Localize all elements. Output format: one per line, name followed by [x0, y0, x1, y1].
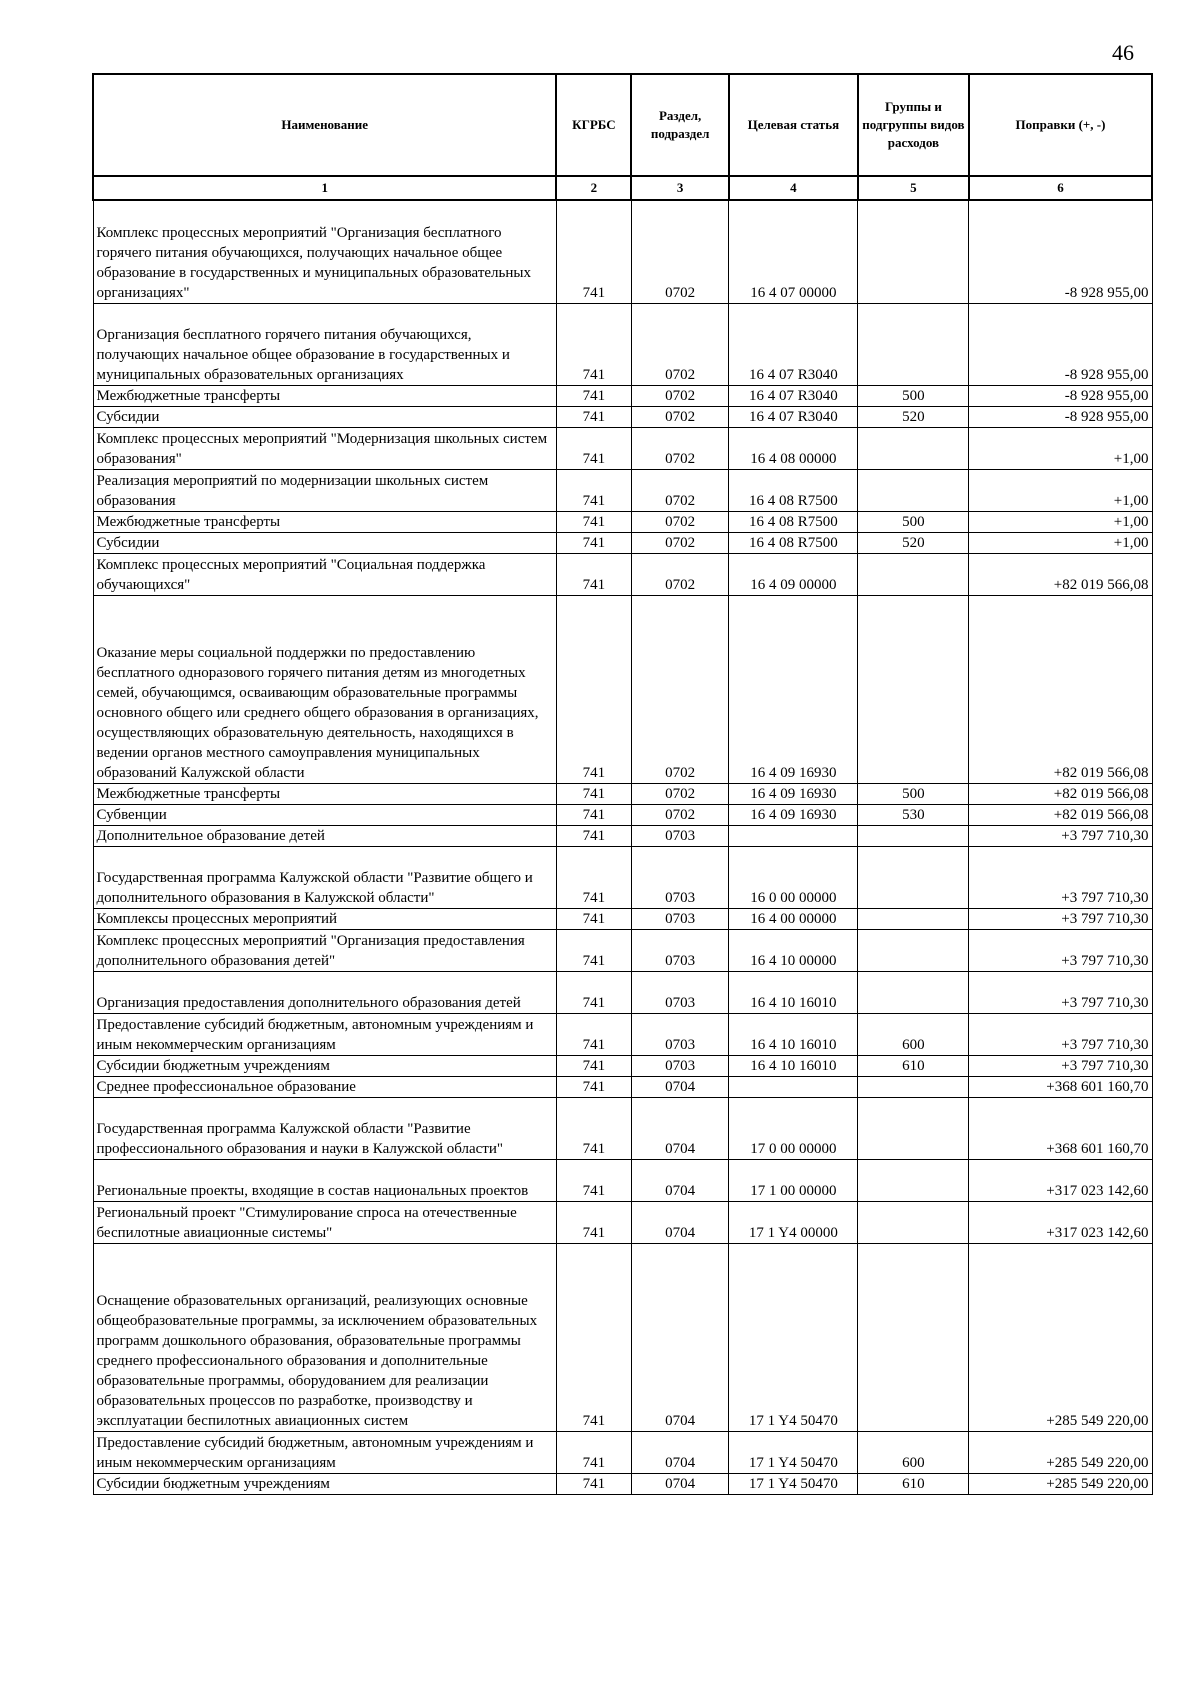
row-amount-cell: +285 549 220,00 [969, 1432, 1152, 1474]
row-section-cell: 0702 [631, 554, 728, 596]
row-name-cell: Региональный проект "Стимулирование спроса на отечественные беспилотные авиационные системы" [93, 1202, 556, 1244]
row-group-cell [858, 909, 969, 930]
row-kgrbs-cell: 741 [556, 200, 631, 304]
row-section-cell: 0704 [631, 1244, 728, 1432]
row-kgrbs-cell: 741 [556, 1202, 631, 1244]
row-section-cell: 0702 [631, 784, 728, 805]
header-name: Наименование [93, 74, 556, 176]
row-section-cell: 0703 [631, 972, 728, 1014]
table-row [93, 930, 1152, 972]
table-row [93, 972, 1152, 1014]
row-group-cell [858, 1160, 969, 1202]
row-target-cell: 16 4 08 00000 [729, 428, 858, 470]
row-amount-cell: +1,00 [969, 533, 1152, 554]
row-group-cell [858, 304, 969, 386]
table-row [93, 909, 1152, 930]
row-name-cell: Реализация мероприятий по модернизации школьных систем образования [93, 470, 556, 512]
row-kgrbs-cell: 741 [556, 386, 631, 407]
table-row [93, 1160, 1152, 1202]
table-row [93, 826, 1152, 847]
row-group-cell [858, 847, 969, 909]
row-kgrbs-cell: 741 [556, 554, 631, 596]
row-name-cell: Субсидии [93, 533, 556, 554]
row-section-cell: 0703 [631, 847, 728, 909]
row-kgrbs-cell: 741 [556, 1098, 631, 1160]
row-amount-cell: +82 019 566,08 [969, 596, 1152, 784]
row-kgrbs-cell: 741 [556, 533, 631, 554]
budget-amendments-table [92, 73, 1153, 1495]
row-amount-cell: -8 928 955,00 [969, 200, 1152, 304]
row-amount-cell: +285 549 220,00 [969, 1474, 1152, 1495]
row-kgrbs-cell: 741 [556, 784, 631, 805]
row-group-cell: 610 [858, 1474, 969, 1495]
row-group-cell: 520 [858, 407, 969, 428]
row-section-cell: 0702 [631, 200, 728, 304]
row-kgrbs-cell: 741 [556, 972, 631, 1014]
row-amount-cell: +3 797 710,30 [969, 1056, 1152, 1077]
table-row [93, 512, 1152, 533]
row-section-cell: 0704 [631, 1077, 728, 1098]
row-group-cell [858, 200, 969, 304]
row-amount-cell: +317 023 142,60 [969, 1160, 1152, 1202]
row-kgrbs-cell: 741 [556, 1077, 631, 1098]
column-number: 3 [631, 176, 728, 200]
row-target-cell: 16 4 00 00000 [729, 909, 858, 930]
row-amount-cell: +3 797 710,30 [969, 930, 1152, 972]
row-kgrbs-cell: 741 [556, 1474, 631, 1495]
row-kgrbs-cell: 741 [556, 512, 631, 533]
row-amount-cell: +82 019 566,08 [969, 805, 1152, 826]
row-kgrbs-cell: 741 [556, 1160, 631, 1202]
table-row [93, 784, 1152, 805]
row-target-cell: 16 4 10 00000 [729, 930, 858, 972]
row-group-cell: 500 [858, 784, 969, 805]
row-section-cell: 0702 [631, 596, 728, 784]
page-number: 46 [1112, 40, 1134, 65]
row-group-cell: 600 [858, 1432, 969, 1474]
row-target-cell: 16 4 09 16930 [729, 596, 858, 784]
column-number: 5 [858, 176, 969, 200]
row-target-cell: 17 1 Y4 50470 [729, 1474, 858, 1495]
row-section-cell: 0704 [631, 1160, 728, 1202]
row-kgrbs-cell: 741 [556, 407, 631, 428]
table-row [93, 407, 1152, 428]
row-target-cell: 16 4 09 16930 [729, 805, 858, 826]
row-group-cell [858, 1244, 969, 1432]
row-amount-cell: +285 549 220,00 [969, 1244, 1152, 1432]
table-row [93, 805, 1152, 826]
column-number: 2 [556, 176, 631, 200]
row-amount-cell: +82 019 566,08 [969, 784, 1152, 805]
row-section-cell: 0702 [631, 407, 728, 428]
row-group-cell: 500 [858, 386, 969, 407]
header-amendments: Поправки (+, -) [969, 74, 1152, 176]
row-section-cell: 0702 [631, 386, 728, 407]
row-target-cell: 16 4 07 R3040 [729, 407, 858, 428]
row-name-cell: Организация предоставления дополнительного образования детей [93, 972, 556, 1014]
row-amount-cell: +368 601 160,70 [969, 1098, 1152, 1160]
row-kgrbs-cell: 741 [556, 1244, 631, 1432]
row-group-cell: 500 [858, 512, 969, 533]
row-target-cell: 16 0 00 00000 [729, 847, 858, 909]
row-amount-cell: +1,00 [969, 470, 1152, 512]
table-row [93, 1077, 1152, 1098]
row-name-cell: Межбюджетные трансферты [93, 784, 556, 805]
row-name-cell: Предоставление субсидий бюджетным, автономным учреждениям и иным некоммерческим организациям [93, 1014, 556, 1056]
row-group-cell [858, 596, 969, 784]
column-number: 4 [729, 176, 858, 200]
row-target-cell: 16 4 07 R3040 [729, 386, 858, 407]
row-section-cell: 0704 [631, 1432, 728, 1474]
row-target-cell [729, 1077, 858, 1098]
row-section-cell: 0703 [631, 826, 728, 847]
row-group-cell [858, 428, 969, 470]
table-row [93, 200, 1152, 304]
row-kgrbs-cell: 741 [556, 1014, 631, 1056]
header-kgrbs: КГРБС [556, 74, 631, 176]
row-section-cell: 0704 [631, 1474, 728, 1495]
row-target-cell: 16 4 08 R7500 [729, 470, 858, 512]
row-target-cell [729, 826, 858, 847]
row-kgrbs-cell: 741 [556, 428, 631, 470]
row-target-cell: 16 4 10 16010 [729, 972, 858, 1014]
row-kgrbs-cell: 741 [556, 909, 631, 930]
row-name-cell: Комплекс процессных мероприятий "Организация бесплатного горячего питания обучающихся, получающих начальное общее образование в государственных и муниципальных образовательных организациях" [93, 200, 556, 304]
row-kgrbs-cell: 741 [556, 470, 631, 512]
row-name-cell: Субсидии бюджетным учреждениям [93, 1474, 556, 1495]
row-group-cell: 530 [858, 805, 969, 826]
row-amount-cell: +3 797 710,30 [969, 909, 1152, 930]
row-kgrbs-cell: 741 [556, 1432, 631, 1474]
row-section-cell: 0702 [631, 805, 728, 826]
row-group-cell [858, 1077, 969, 1098]
row-name-cell: Государственная программа Калужской области "Развитие общего и дополнительного образования в Калужской области" [93, 847, 556, 909]
table-row [93, 1056, 1152, 1077]
row-name-cell: Комплекс процессных мероприятий "Модернизация школьных систем образования" [93, 428, 556, 470]
row-kgrbs-cell: 741 [556, 847, 631, 909]
row-name-cell: Субсидии [93, 407, 556, 428]
table-header-row [93, 74, 1152, 176]
row-group-cell [858, 972, 969, 1014]
table-row [93, 304, 1152, 386]
row-amount-cell: +368 601 160,70 [969, 1077, 1152, 1098]
row-kgrbs-cell: 741 [556, 930, 631, 972]
header-groups: Группы и подгруппы видов расходов [858, 74, 969, 176]
row-target-cell: 16 4 10 16010 [729, 1056, 858, 1077]
column-number: 1 [93, 176, 556, 200]
row-target-cell: 17 0 00 00000 [729, 1098, 858, 1160]
header-target: Целевая статья [729, 74, 858, 176]
row-section-cell: 0702 [631, 304, 728, 386]
row-kgrbs-cell: 741 [556, 826, 631, 847]
table-row [93, 596, 1152, 784]
row-target-cell: 17 1 Y4 50470 [729, 1432, 858, 1474]
table-row [93, 1474, 1152, 1495]
table-row [93, 1202, 1152, 1244]
table-body [93, 200, 1152, 1495]
row-name-cell: Дополнительное образование детей [93, 826, 556, 847]
row-group-cell [858, 554, 969, 596]
row-target-cell: 16 4 09 00000 [729, 554, 858, 596]
row-group-cell: 600 [858, 1014, 969, 1056]
table-row [93, 533, 1152, 554]
row-section-cell: 0703 [631, 909, 728, 930]
row-name-cell: Субвенции [93, 805, 556, 826]
row-section-cell: 0704 [631, 1202, 728, 1244]
row-amount-cell: -8 928 955,00 [969, 304, 1152, 386]
row-name-cell: Государственная программа Калужской области "Развитие профессионального образования и науки в Калужской области" [93, 1098, 556, 1160]
table-row [93, 1432, 1152, 1474]
row-amount-cell: -8 928 955,00 [969, 407, 1152, 428]
row-kgrbs-cell: 741 [556, 1056, 631, 1077]
row-group-cell [858, 1202, 969, 1244]
row-amount-cell: +1,00 [969, 512, 1152, 533]
header-section: Раздел, подраздел [631, 74, 728, 176]
row-name-cell: Организация бесплатного горячего питания обучающихся, получающих начальное общее образование в государственных и муниципальных образовательных организациях [93, 304, 556, 386]
row-section-cell: 0702 [631, 470, 728, 512]
row-target-cell: 16 4 09 16930 [729, 784, 858, 805]
row-target-cell: 17 1 Y4 00000 [729, 1202, 858, 1244]
row-kgrbs-cell: 741 [556, 596, 631, 784]
row-name-cell: Комплексы процессных мероприятий [93, 909, 556, 930]
row-amount-cell: +317 023 142,60 [969, 1202, 1152, 1244]
row-section-cell: 0702 [631, 512, 728, 533]
row-kgrbs-cell: 741 [556, 805, 631, 826]
row-section-cell: 0702 [631, 533, 728, 554]
table-row [93, 554, 1152, 596]
row-name-cell: Комплекс процессных мероприятий "Социальная поддержка обучающихся" [93, 554, 556, 596]
table-row [93, 386, 1152, 407]
row-section-cell: 0704 [631, 1098, 728, 1160]
row-target-cell: 16 4 08 R7500 [729, 533, 858, 554]
row-name-cell: Межбюджетные трансферты [93, 386, 556, 407]
row-name-cell: Региональные проекты, входящие в состав национальных проектов [93, 1160, 556, 1202]
row-name-cell: Оснащение образовательных организаций, реализующих основные общеобразовательные программы, за исключением образовательных программ дошкольного образования, образовательные программы среднего профессионального образования и дополнительные образовательные программы, оборудованием для реализации образовательных процессов по разработке, производству и эксплуатации беспилотных авиационных систем [93, 1244, 556, 1432]
row-amount-cell: +3 797 710,30 [969, 847, 1152, 909]
row-group-cell [858, 470, 969, 512]
table-row [93, 428, 1152, 470]
table-row [93, 1098, 1152, 1160]
row-section-cell: 0703 [631, 1056, 728, 1077]
row-amount-cell: +3 797 710,30 [969, 826, 1152, 847]
table-row [93, 470, 1152, 512]
table-column-numbers-row [93, 176, 1152, 200]
row-amount-cell: +1,00 [969, 428, 1152, 470]
row-target-cell: 16 4 07 R3040 [729, 304, 858, 386]
column-number: 6 [969, 176, 1152, 200]
row-amount-cell: +82 019 566,08 [969, 554, 1152, 596]
row-group-cell [858, 826, 969, 847]
row-name-cell: Комплекс процессных мероприятий "Организация предоставления дополнительного образования детей" [93, 930, 556, 972]
row-target-cell: 17 1 Y4 50470 [729, 1244, 858, 1432]
row-target-cell: 16 4 08 R7500 [729, 512, 858, 533]
row-group-cell [858, 1098, 969, 1160]
row-amount-cell: -8 928 955,00 [969, 386, 1152, 407]
row-name-cell: Предоставление субсидий бюджетным, автономным учреждениям и иным некоммерческим организациям [93, 1432, 556, 1474]
row-name-cell: Оказание меры социальной поддержки по предоставлению бесплатного одноразового горячего питания детям из многодетных семей, обучающимся, осваивающим образовательные программы основного общего или среднего общего образования в организациях, осуществляющих образовательную деятельность, находящихся в ведении органов местного самоуправления муниципальных образований Калужской области [93, 596, 556, 784]
row-group-cell: 610 [858, 1056, 969, 1077]
row-group-cell [858, 930, 969, 972]
budget-table-container [92, 73, 1153, 1495]
table-row [93, 1244, 1152, 1432]
row-target-cell: 16 4 07 00000 [729, 200, 858, 304]
row-name-cell: Межбюджетные трансферты [93, 512, 556, 533]
row-section-cell: 0703 [631, 930, 728, 972]
row-section-cell: 0702 [631, 428, 728, 470]
row-amount-cell: +3 797 710,30 [969, 1014, 1152, 1056]
row-amount-cell: +3 797 710,30 [969, 972, 1152, 1014]
row-kgrbs-cell: 741 [556, 304, 631, 386]
row-target-cell: 17 1 00 00000 [729, 1160, 858, 1202]
row-section-cell: 0703 [631, 1014, 728, 1056]
row-name-cell: Среднее профессиональное образование [93, 1077, 556, 1098]
row-target-cell: 16 4 10 16010 [729, 1014, 858, 1056]
table-row [93, 847, 1152, 909]
row-name-cell: Субсидии бюджетным учреждениям [93, 1056, 556, 1077]
row-group-cell: 520 [858, 533, 969, 554]
table-row [93, 1014, 1152, 1056]
